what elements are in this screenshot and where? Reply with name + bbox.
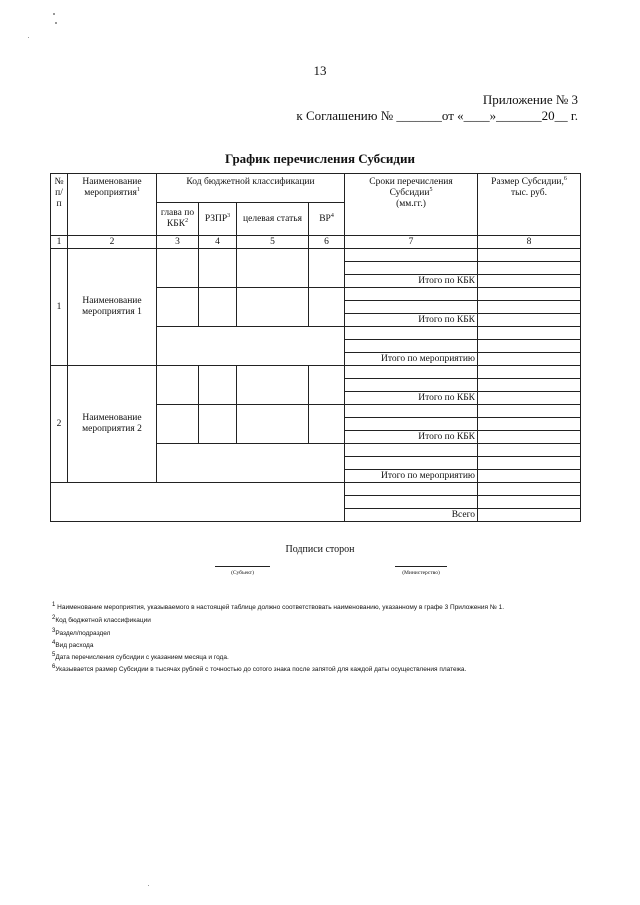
- header-amount: Размер Субсидии,$^6$ тыс. руб.: [478, 174, 581, 236]
- header-num: № п/п: [51, 174, 68, 236]
- table-row: [51, 249, 581, 262]
- annex-label: Приложение № 3: [482, 92, 578, 107]
- column-numbers-row: [51, 236, 581, 249]
- header-target: целевая статья: [237, 203, 309, 236]
- subject-signature-label: (Субъект): [231, 570, 254, 576]
- header-terms: Сроки перечисления Субсидии$^5$ (мм.гг.): [345, 174, 478, 236]
- footnote: $^5$Дата перечисления субсидии с указанием месяца и года.: [52, 651, 229, 661]
- header-kbk-group: Код бюджетной классификации: [157, 174, 345, 203]
- event-number: 1: [51, 249, 68, 366]
- subtotal-kbk-label: Итого по КБК: [345, 275, 478, 288]
- signatures-title: Подписи сторон: [285, 544, 355, 555]
- column-number: 8: [478, 236, 581, 249]
- event-name: Наименование мероприятия 2: [68, 366, 157, 483]
- subtotal-kbk-label: Итого по КБК: [345, 314, 478, 327]
- footnote: $^2$Код бюджетной классификации: [52, 614, 151, 624]
- table-row: [51, 366, 581, 379]
- footnote: $^4$Вид расхода: [52, 639, 94, 649]
- document-title: График перечисления Субсидии: [225, 151, 415, 166]
- column-number: 5: [237, 236, 309, 249]
- header-rzpr: РЗПР$^3$: [199, 203, 237, 236]
- header-event-name: Наименование мероприятия$^1$: [68, 174, 157, 236]
- header-vr: $ВР^4$: [309, 203, 345, 236]
- scan-speck: [148, 885, 149, 886]
- column-number: 4: [199, 236, 237, 249]
- column-number: 3: [157, 236, 199, 249]
- subject-signature-line: [215, 566, 270, 567]
- subtotal-kbk-label: Итого по КБК: [345, 431, 478, 444]
- scan-specks: [40, 10, 80, 50]
- subtotal-event-label: Итого по мероприятию: [345, 353, 478, 366]
- agreement-reference: к Соглашению № _______от «____»_______20__ г.: [296, 108, 578, 123]
- ministry-signature-line: [395, 566, 447, 567]
- payment-schedule-table: [50, 173, 581, 522]
- footnote: $^6$Указывается размер Субсидии в тысячах рублей с точностью до сотого знака после запятой для каждой даты осуществления платежа.: [52, 663, 467, 673]
- subtotal-kbk-label: Итого по КБК: [345, 392, 478, 405]
- subtotal-event-label: Итого по мероприятию: [345, 470, 478, 483]
- ministry-signature-label: (Министерство): [402, 570, 440, 576]
- event-name: Наименование мероприятия 1: [68, 249, 157, 366]
- column-number: 1: [51, 236, 68, 249]
- event-number: 2: [51, 366, 68, 483]
- header-glava: глава по КБК$^2$: [157, 203, 199, 236]
- column-number: 6: [309, 236, 345, 249]
- footnote: $^3$Раздел/подраздел: [52, 627, 111, 637]
- grand-total-label: Всего: [345, 509, 478, 522]
- page-number: 13: [313, 63, 327, 78]
- footnote: $^1$ Наименование мероприятия, указываемого в настоящей таблице должно соответствовать наименованию, указанному в графе 3 Приложения № 1.: [52, 601, 505, 611]
- column-number: 7: [345, 236, 478, 249]
- column-number: 2: [68, 236, 157, 249]
